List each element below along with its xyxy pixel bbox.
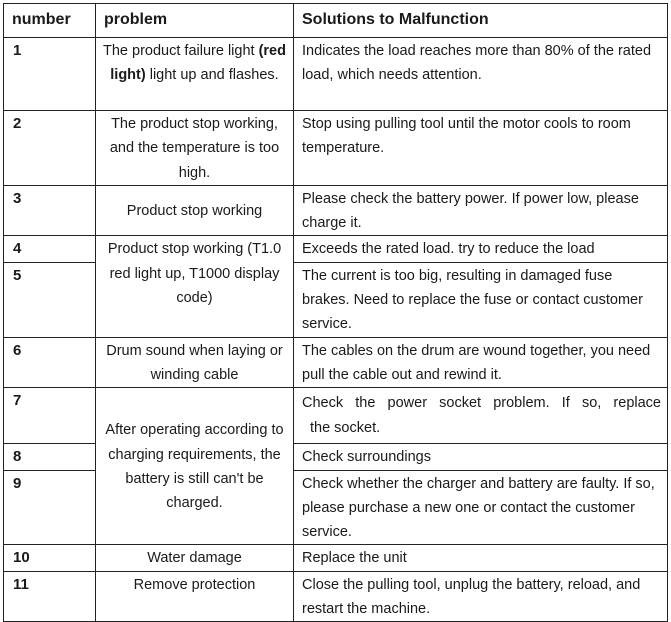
row-solution: Please check the battery power. If power low, please charge it. <box>294 185 668 236</box>
header-row <box>4 4 668 38</box>
malfunction-table <box>3 3 668 622</box>
row-problem: Remove protection <box>96 571 294 622</box>
row-number: 5 <box>4 262 96 337</box>
row-solution: Check whether the charger and battery are faulty. If so, please purchase a new one or contact the customer service. <box>294 470 668 545</box>
row-solution: Indicates the load reaches more than 80% of the rated load, which needs attention. <box>294 38 668 111</box>
header-number: number <box>4 4 96 38</box>
row-problem: Product stop working <box>96 185 294 236</box>
table-row <box>4 111 668 186</box>
row-number: 3 <box>4 185 96 236</box>
row-problem: After operating according to charging requirements, the battery is still can't be charged. <box>96 388 294 545</box>
problem-bold-text: (red light) <box>110 43 286 84</box>
table-row <box>4 236 668 262</box>
table-row <box>4 337 668 388</box>
row-number: 1 <box>4 38 96 111</box>
row-solution: Replace the unit <box>294 545 668 571</box>
solution-line: Check the power socket problem. If so, replace <box>302 395 661 412</box>
row-solution: Check surroundings <box>294 444 668 470</box>
problem-text: The product failure light <box>103 43 259 59</box>
table-row <box>4 545 668 571</box>
solution-line: the socket. <box>310 419 381 436</box>
row-number: 6 <box>4 337 96 388</box>
row-number: 4 <box>4 236 96 262</box>
row-problem: The product stop working, and the temperature is too high. <box>96 111 294 186</box>
row-problem: Water damage <box>96 545 294 571</box>
table-row <box>4 388 668 444</box>
row-number: 9 <box>4 470 96 545</box>
row-solution <box>294 388 668 444</box>
row-problem: Product stop working (T1.0 red light up, T1000 display code) <box>96 236 294 337</box>
table-row <box>4 571 668 622</box>
row-number: 8 <box>4 444 96 470</box>
row-solution: Close the pulling tool, unplug the battery, reload, and restart the machine. <box>294 571 668 622</box>
row-number: 2 <box>4 111 96 186</box>
row-problem <box>96 38 294 111</box>
problem-text: light up and flashes. <box>145 67 279 84</box>
row-problem: Drum sound when laying or winding cable <box>96 337 294 388</box>
row-solution: The cables on the drum are wound together, you need pull the cable out and rewind it. <box>294 337 668 388</box>
header-problem: problem <box>96 4 294 38</box>
row-solution: The current is too big, resulting in damaged fuse brakes. Need to replace the fuse or contact customer service. <box>294 262 668 337</box>
row-number: 10 <box>4 545 96 571</box>
header-solutions: Solutions to Malfunction <box>294 4 668 38</box>
row-solution: Stop using pulling tool until the motor cools to room temperature. <box>294 111 668 186</box>
table-row <box>4 38 668 111</box>
row-number: 7 <box>4 388 96 444</box>
malfunction-table-container <box>3 3 668 622</box>
row-solution: Exceeds the rated load. try to reduce the load <box>294 236 668 262</box>
table-row <box>4 185 668 236</box>
row-number: 11 <box>4 571 96 622</box>
